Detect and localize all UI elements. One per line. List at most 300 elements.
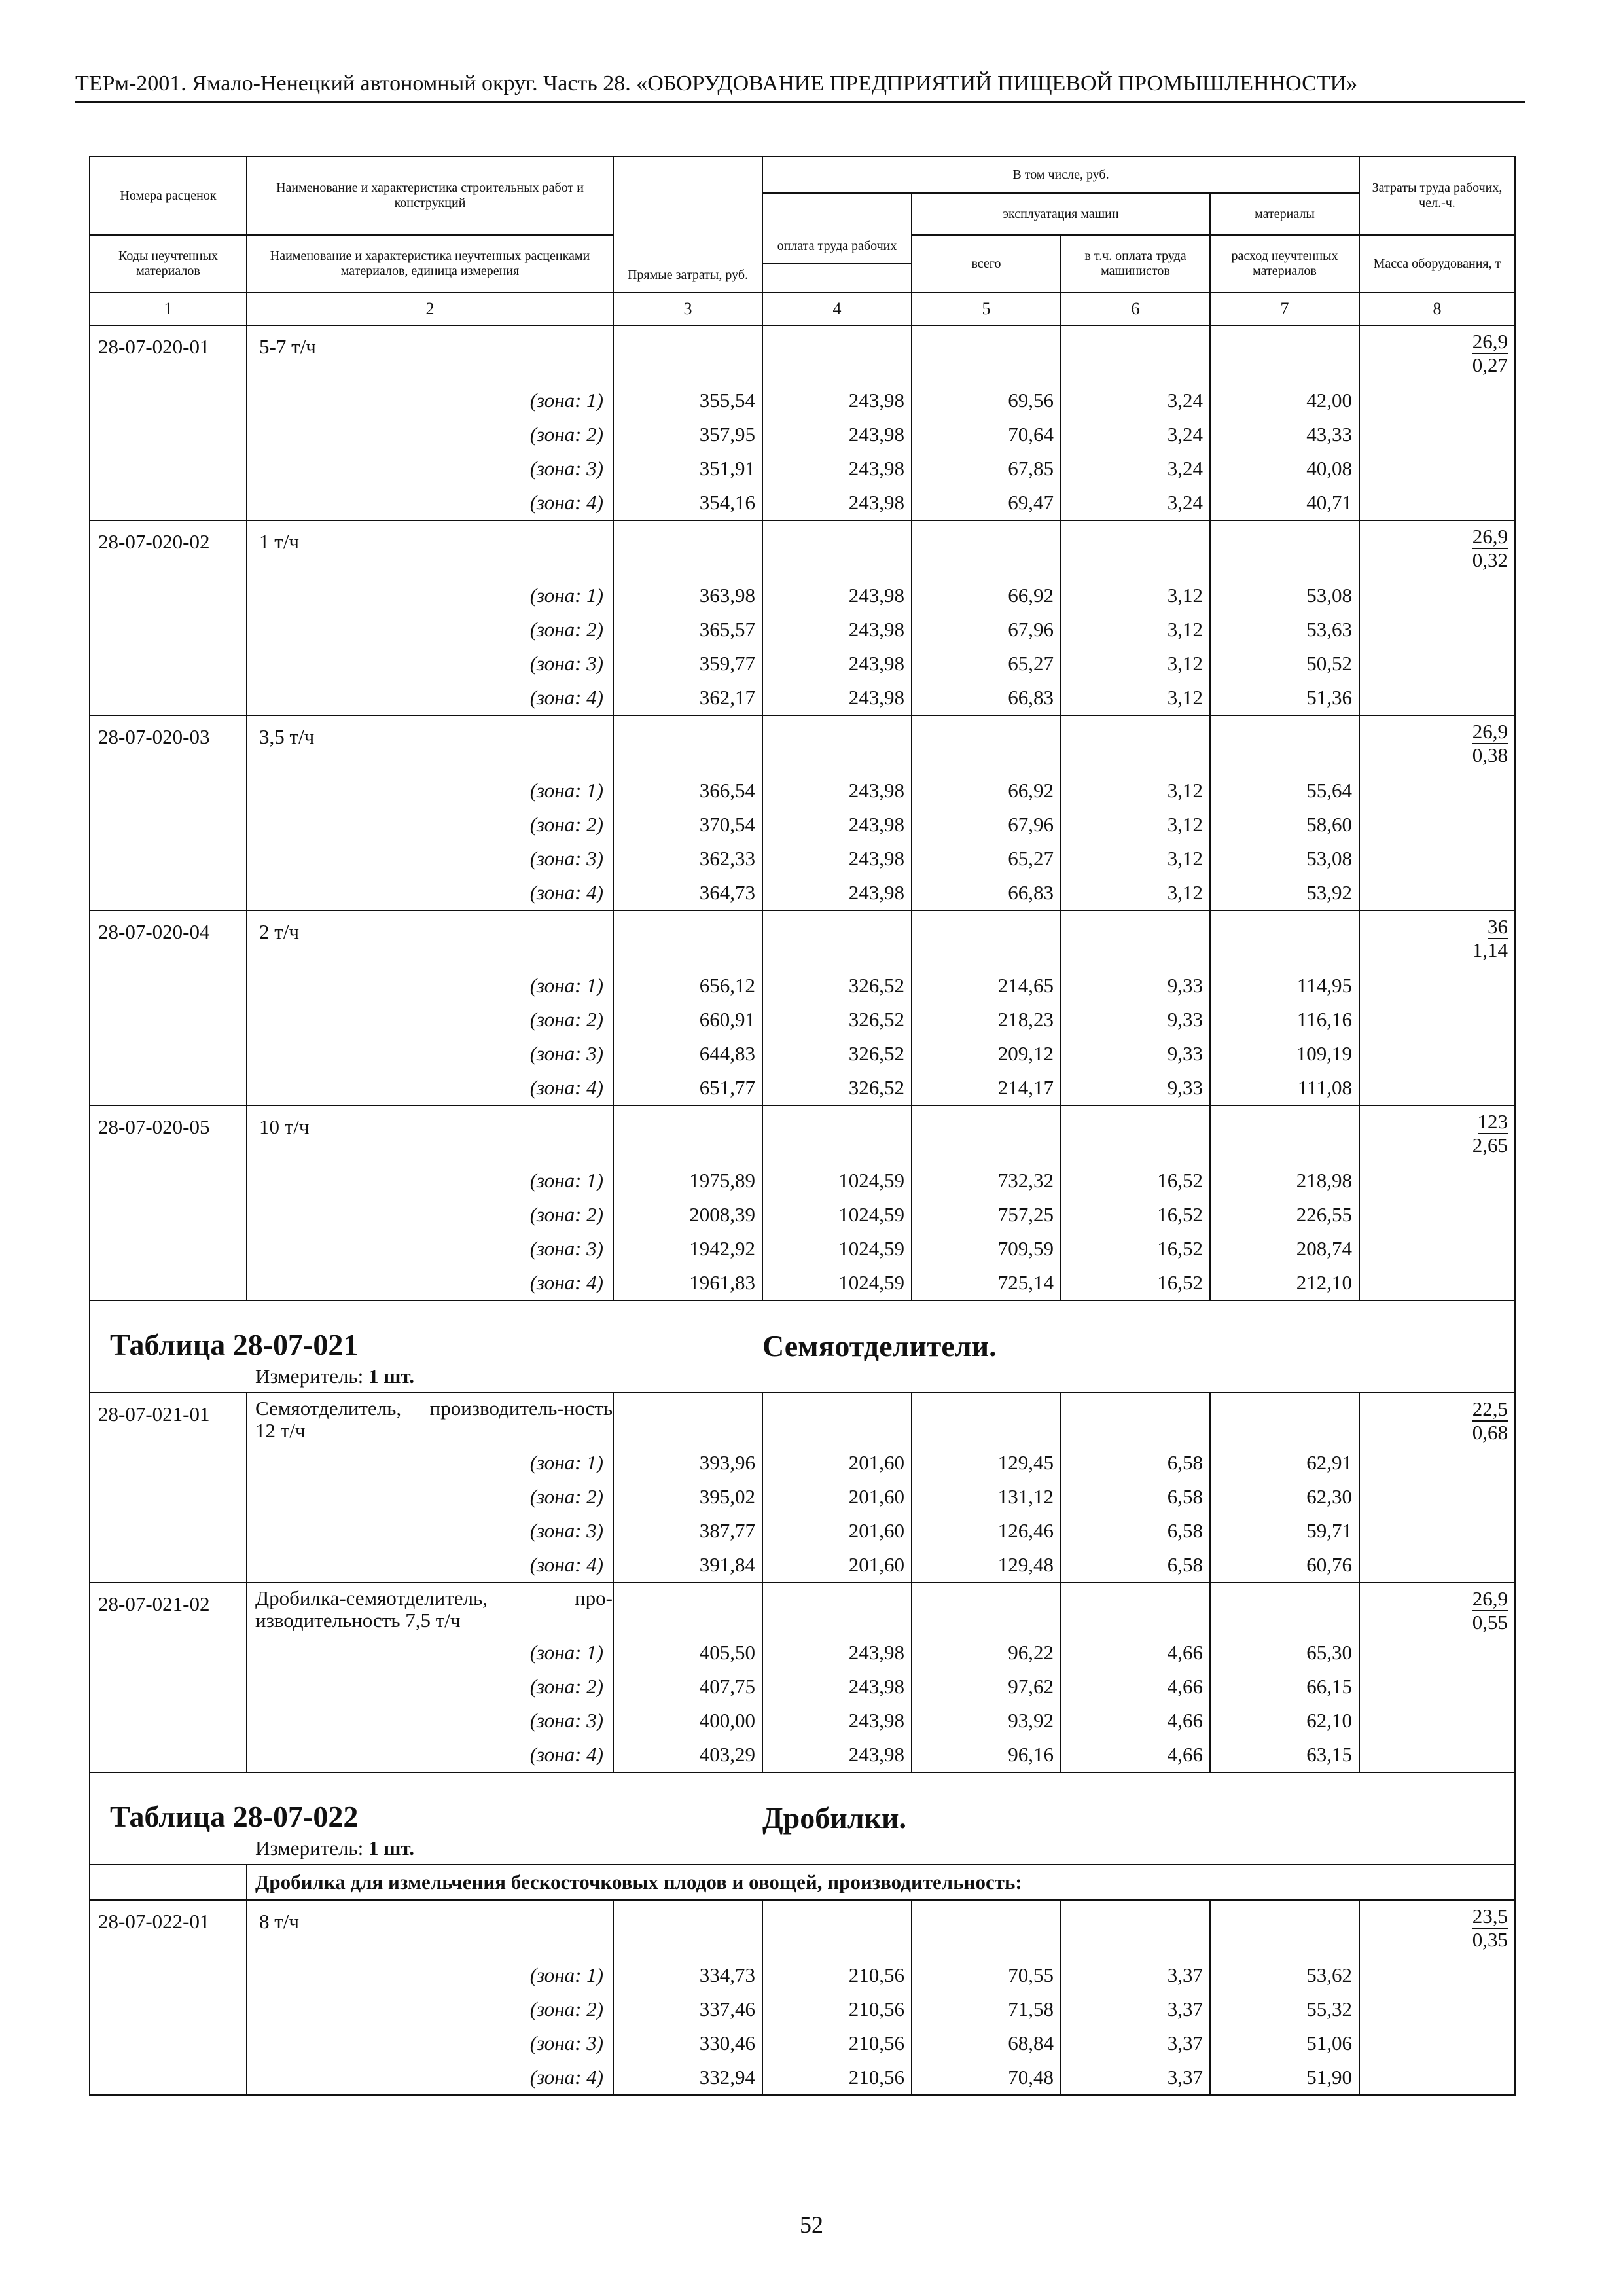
zone-row [90,969,1515,1003]
zone-value: 366,54 [613,774,762,808]
zone-value: 201,60 [762,1480,912,1514]
zone-value: 326,52 [762,1071,912,1105]
rate-name: Семяотделитель, производитель-ность 12 т/ч [247,1393,613,1446]
zone-value: 70,64 [912,418,1061,452]
zone-value: 210,56 [762,1992,912,2026]
zone-value: 243,98 [762,452,912,486]
labor-mass [1359,520,1515,715]
zone-value: 66,15 [1210,1670,1359,1704]
zone-value: 214,17 [912,1071,1061,1105]
rate-name: 8 т/ч [247,1900,613,1958]
zone-value: 70,55 [912,1958,1061,1992]
col-header-including: В том числе, руб. [762,156,1359,193]
zone-label: (зона: 1) [247,969,613,1003]
zone-value: 243,98 [762,876,912,910]
zone-value: 63,15 [1210,1738,1359,1772]
zone-value: 93,92 [912,1704,1061,1738]
zone-row [90,774,1515,808]
zone-value: 6,58 [1061,1514,1210,1548]
zone-row [90,1232,1515,1266]
zone-value: 326,52 [762,1037,912,1071]
zone-value: 209,12 [912,1037,1061,1071]
zone-value: 201,60 [762,1514,912,1548]
rate-row [90,520,1515,579]
col-header-labor: Затраты труда рабочих, чел.-ч. [1359,156,1515,235]
zone-label: (зона: 3) [247,1514,613,1548]
zone-value: 226,55 [1210,1198,1359,1232]
rate-code: 28-07-020-05 [90,1105,247,1300]
zone-value: 370,54 [613,808,762,842]
zone-row [90,2026,1515,2060]
zone-value: 1975,89 [613,1164,762,1198]
zone-label: (зона: 2) [247,1670,613,1704]
col-header-materials: материалы [1210,193,1359,235]
zone-value: 243,98 [762,486,912,520]
zone-label: (зона: 4) [247,1548,613,1583]
zone-value: 3,12 [1061,876,1210,910]
zone-value: 67,96 [912,613,1061,647]
zone-value: 362,17 [613,681,762,715]
zone-value: 9,33 [1061,1037,1210,1071]
zone-label: (зона: 4) [247,876,613,910]
mass-value: 0,38 [1472,744,1508,766]
zone-value: 9,33 [1061,1003,1210,1037]
zone-row [90,486,1515,520]
zone-row [90,1198,1515,1232]
mass-value: 0,32 [1472,548,1508,571]
section-unit-row [90,1837,1515,1865]
zone-value: 53,08 [1210,842,1359,876]
zone-value: 3,24 [1061,384,1210,418]
subheader-text: Дробилка для измельчения бескосточковых плодов и овощей, производительность: [247,1865,1515,1900]
zone-value: 65,30 [1210,1636,1359,1670]
zone-value: 3,12 [1061,681,1210,715]
zone-value: 67,85 [912,452,1061,486]
rate-code: 28-07-020-02 [90,520,247,715]
col-header-name: Наименование и характеристика строительных работ и конструкций [247,156,613,235]
section-unit [90,1837,1515,1865]
zone-value: 243,98 [762,613,912,647]
zone-row [90,1446,1515,1480]
zone-label: (зона: 4) [247,1071,613,1105]
col-header-unaccounted: расход неучтенных материалов [1210,235,1359,293]
zone-value: 42,00 [1210,384,1359,418]
zone-value: 66,92 [912,579,1061,613]
zone-label: (зона: 3) [247,1232,613,1266]
zone-value: 3,24 [1061,418,1210,452]
zone-value: 68,84 [912,2026,1061,2060]
zone-label: (зона: 2) [247,1992,613,2026]
zone-label: (зона: 3) [247,647,613,681]
rate-code: 28-07-020-01 [90,325,247,520]
rate-code: 28-07-020-03 [90,715,247,910]
zone-row [90,1958,1515,1992]
column-numbers: 1 2 3 4 5 6 7 8 [90,293,1515,325]
zone-row [90,1037,1515,1071]
zone-value: 70,48 [912,2060,1061,2095]
zone-row [90,384,1515,418]
section-title: Таблица 28-07-022 [90,1772,762,1837]
zone-value: 3,12 [1061,579,1210,613]
labor-mass [1359,325,1515,520]
zone-value: 393,96 [613,1446,762,1480]
zone-label: (зона: 1) [247,1636,613,1670]
zone-value: 210,56 [762,2026,912,2060]
zone-value: 732,32 [912,1164,1061,1198]
zone-value: 40,71 [1210,486,1359,520]
zone-value: 330,46 [613,2026,762,2060]
zone-value: 66,92 [912,774,1061,808]
zone-label: (зона: 1) [247,384,613,418]
zone-value: 58,60 [1210,808,1359,842]
col-header-mass: Масса оборудования, т [1359,235,1515,293]
zone-value: 210,56 [762,1958,912,1992]
labor-mass [1359,1105,1515,1300]
rate-row [90,325,1515,384]
zone-label: (зона: 2) [247,1003,613,1037]
zone-value: 201,60 [762,1446,912,1480]
col-header-operators: в т.ч. оплата труда машинистов [1061,235,1210,293]
zone-value: 3,24 [1061,486,1210,520]
zone-value: 357,95 [613,418,762,452]
section-unit-row [90,1365,1515,1393]
zone-value: 214,65 [912,969,1061,1003]
col-header-name-b: Наименование и характеристика неучтенных расценками материалов, единица измерения [247,235,613,293]
labor-mass [1359,715,1515,910]
zone-value: 62,10 [1210,1704,1359,1738]
zone-value: 51,36 [1210,681,1359,715]
zone-row [90,1636,1515,1670]
zone-value: 6,58 [1061,1548,1210,1583]
zone-value: 243,98 [762,1636,912,1670]
subheader-row [90,1865,1515,1900]
zone-value: 1024,59 [762,1232,912,1266]
zone-value: 16,52 [1061,1232,1210,1266]
zone-value: 403,29 [613,1738,762,1772]
zone-value: 60,76 [1210,1548,1359,1583]
zone-value: 709,59 [912,1232,1061,1266]
zone-row [90,1704,1515,1738]
section-name: Дробилки. [762,1772,1515,1837]
zone-value: 326,52 [762,969,912,1003]
zone-value: 96,16 [912,1738,1061,1772]
zone-value: 4,66 [1061,1670,1210,1704]
zone-value: 1024,59 [762,1266,912,1300]
rate-code: 28-07-021-02 [90,1583,247,1772]
zone-value: 1024,59 [762,1198,912,1232]
zone-value: 351,91 [613,452,762,486]
zone-value: 1024,59 [762,1164,912,1198]
labor-value: 26,9 [1472,525,1508,548]
zone-row [90,418,1515,452]
zone-value: 201,60 [762,1548,912,1583]
zone-value: 364,73 [613,876,762,910]
zone-value: 55,64 [1210,774,1359,808]
zone-value: 109,19 [1210,1037,1359,1071]
zone-row [90,1003,1515,1037]
unit-value: 1 шт. [368,1365,415,1388]
zone-value: 355,54 [613,384,762,418]
zone-value: 16,52 [1061,1266,1210,1300]
zone-value: 400,00 [613,1704,762,1738]
zone-row [90,1992,1515,2026]
labor-value: 26,9 [1472,330,1508,353]
zone-value: 334,73 [613,1958,762,1992]
labor-value: 23,5 [1472,1905,1508,1928]
col-header-wages: оплата труда рабочих [762,193,912,264]
labor-value: 26,9 [1472,720,1508,743]
zone-value: 3,12 [1061,613,1210,647]
zone-value: 644,83 [613,1037,762,1071]
zone-row [90,579,1515,613]
zone-label: (зона: 3) [247,1704,613,1738]
mass-value: 2,65 [1472,1134,1508,1157]
zone-value: 243,98 [762,681,912,715]
rate-row [90,1900,1515,1958]
zone-value: 1961,83 [613,1266,762,1300]
zone-value: 67,96 [912,808,1061,842]
labor-mass [1359,1583,1515,1772]
rate-name: 10 т/ч [247,1105,613,1164]
rate-code: 28-07-020-04 [90,910,247,1105]
zone-row [90,1514,1515,1548]
zone-value: 43,33 [1210,418,1359,452]
zone-value: 405,50 [613,1636,762,1670]
zone-value: 332,94 [613,2060,762,2095]
zone-value: 69,47 [912,486,1061,520]
mass-value: 0,68 [1472,1421,1508,1444]
unit-value: 1 шт. [368,1837,415,1859]
labor-value: 123 [1477,1110,1508,1133]
zone-value: 53,63 [1210,613,1359,647]
zone-label: (зона: 1) [247,1446,613,1480]
mass-value: 0,55 [1472,1611,1508,1634]
zone-label: (зона: 3) [247,452,613,486]
zone-value: 111,08 [1210,1071,1359,1105]
zone-value: 243,98 [762,418,912,452]
mass-value: 0,27 [1472,353,1508,376]
rate-row [90,715,1515,774]
zone-row [90,1670,1515,1704]
zone-label: (зона: 3) [247,1037,613,1071]
zone-row [90,1164,1515,1198]
zone-value: 395,02 [613,1480,762,1514]
zone-label: (зона: 3) [247,842,613,876]
zone-value: 16,52 [1061,1198,1210,1232]
zone-value: 62,30 [1210,1480,1359,1514]
zone-value: 243,98 [762,842,912,876]
zone-label: (зона: 3) [247,2026,613,2060]
zone-value: 126,46 [912,1514,1061,1548]
zone-value: 243,98 [762,579,912,613]
zone-value: 660,91 [613,1003,762,1037]
zone-value: 1942,92 [613,1232,762,1266]
mass-value: 1,14 [1472,939,1508,961]
zone-value: 337,46 [613,1992,762,2026]
zone-label: (зона: 1) [247,774,613,808]
zone-value: 69,56 [912,384,1061,418]
rates-table [89,156,1516,2096]
zone-value: 66,83 [912,876,1061,910]
zone-label: (зона: 1) [247,1164,613,1198]
labor-value: 22,5 [1472,1397,1508,1420]
rate-name: 3,5 т/ч [247,715,613,774]
rate-name: 2 т/ч [247,910,613,969]
zone-value: 354,16 [613,486,762,520]
zone-value: 2008,39 [613,1198,762,1232]
zone-value: 6,58 [1061,1480,1210,1514]
section-unit [90,1365,1515,1393]
zone-value: 3,12 [1061,842,1210,876]
zone-value: 50,52 [1210,647,1359,681]
zone-value: 53,08 [1210,579,1359,613]
zone-row [90,681,1515,715]
rate-row [90,1583,1515,1636]
rate-row [90,1105,1515,1164]
rate-row [90,910,1515,969]
zone-value: 59,71 [1210,1514,1359,1548]
zone-value: 40,08 [1210,452,1359,486]
zone-value: 218,98 [1210,1164,1359,1198]
zone-row [90,1266,1515,1300]
zone-label: (зона: 4) [247,1266,613,1300]
zone-label: (зона: 2) [247,808,613,842]
zone-value: 243,98 [762,384,912,418]
zone-value: 66,83 [912,681,1061,715]
zone-value: 114,95 [1210,969,1359,1003]
zone-value: 3,37 [1061,1992,1210,2026]
zone-value: 4,66 [1061,1738,1210,1772]
rate-code: 28-07-021-01 [90,1393,247,1583]
col-header-direct: Прямые затраты, руб. [613,156,762,293]
table-body [90,325,1515,2095]
zone-value: 116,16 [1210,1003,1359,1037]
zone-value: 210,56 [762,2060,912,2095]
zone-value: 407,75 [613,1670,762,1704]
rate-name: 1 т/ч [247,520,613,579]
zone-value: 326,52 [762,1003,912,1037]
zone-value: 51,90 [1210,2060,1359,2095]
zone-label: (зона: 4) [247,2060,613,2095]
section-header [90,1300,1515,1365]
zone-value: 62,91 [1210,1446,1359,1480]
section-title: Таблица 28-07-021 [90,1300,762,1365]
zone-value: 6,58 [1061,1446,1210,1480]
col-header-machines: эксплуатация машин [912,193,1210,235]
labor-value: 26,9 [1472,1587,1508,1610]
zone-value: 16,52 [1061,1164,1210,1198]
zone-value: 243,98 [762,1738,912,1772]
zone-value: 3,37 [1061,2026,1210,2060]
zone-value: 725,14 [912,1266,1061,1300]
zone-value: 4,66 [1061,1704,1210,1738]
zone-value: 3,37 [1061,1958,1210,1992]
mass-value: 0,35 [1472,1928,1508,1951]
zone-value: 218,23 [912,1003,1061,1037]
zone-row [90,1480,1515,1514]
zone-label: (зона: 1) [247,579,613,613]
rate-row [90,1393,1515,1446]
zone-value: 129,48 [912,1548,1061,1583]
zone-value: 71,58 [912,1992,1061,2026]
zone-value: 359,77 [613,647,762,681]
zone-value: 65,27 [912,647,1061,681]
zone-label: (зона: 1) [247,1958,613,1992]
labor-mass [1359,910,1515,1105]
zone-row [90,1738,1515,1772]
zone-value: 243,98 [762,774,912,808]
unit-label: Измеритель: [255,1365,368,1388]
zone-value: 129,45 [912,1446,1061,1480]
section-header [90,1772,1515,1837]
zone-row [90,876,1515,910]
zone-row [90,1548,1515,1583]
zone-value: 3,12 [1061,647,1210,681]
zone-value: 387,77 [613,1514,762,1548]
zone-value: 243,98 [762,1670,912,1704]
rate-name: 5-7 т/ч [247,325,613,384]
zone-value: 51,06 [1210,2026,1359,2060]
page-number: 52 [800,2212,823,2238]
zone-value: 3,12 [1061,774,1210,808]
zone-value: 391,84 [613,1548,762,1583]
zone-row [90,842,1515,876]
zone-label: (зона: 4) [247,681,613,715]
zone-value: 208,74 [1210,1232,1359,1266]
zone-label: (зона: 2) [247,1480,613,1514]
zone-value: 243,98 [762,647,912,681]
zone-label: (зона: 2) [247,1198,613,1232]
zone-value: 65,27 [912,842,1061,876]
unit-label: Измеритель: [255,1837,368,1859]
zone-value: 3,24 [1061,452,1210,486]
zone-value: 3,12 [1061,808,1210,842]
zone-value: 656,12 [613,969,762,1003]
labor-mass [1359,1900,1515,2095]
table-header [90,156,1515,325]
zone-value: 362,33 [613,842,762,876]
zone-value: 9,33 [1061,1071,1210,1105]
zone-value: 9,33 [1061,969,1210,1003]
zone-label: (зона: 2) [247,613,613,647]
zone-value: 55,32 [1210,1992,1359,2026]
running-header: ТЕРм-2001. Ямало-Ненецкий автономный округ. Часть 28. «ОБОРУДОВАНИЕ ПРЕДПРИЯТИЙ ПИЩЕВОЙ ПРОМЫШЛЕННОСТИ» [75,71,1525,103]
zone-value: 212,10 [1210,1266,1359,1300]
zone-value: 4,66 [1061,1636,1210,1670]
zone-value: 3,37 [1061,2060,1210,2095]
col-header-codes: Номера расценок [90,156,247,235]
zone-label: (зона: 4) [247,1738,613,1772]
rate-name: Дробилка-семяотделитель, про-изводительность 7,5 т/ч [247,1583,613,1636]
zone-value: 97,62 [912,1670,1061,1704]
zone-value: 96,22 [912,1636,1061,1670]
zone-value: 131,12 [912,1480,1061,1514]
zone-value: 365,57 [613,613,762,647]
zone-value: 757,25 [912,1198,1061,1232]
zone-value: 363,98 [613,579,762,613]
zone-row [90,808,1515,842]
zone-row [90,452,1515,486]
labor-mass [1359,1393,1515,1583]
zone-row [90,647,1515,681]
zone-label: (зона: 2) [247,418,613,452]
section-name: Семяотделители. [762,1300,1515,1365]
col-header-codes-b: Коды неучтенных материалов [90,235,247,293]
zone-value: 53,92 [1210,876,1359,910]
zone-value: 651,77 [613,1071,762,1105]
zone-row [90,613,1515,647]
zone-row [90,2060,1515,2095]
